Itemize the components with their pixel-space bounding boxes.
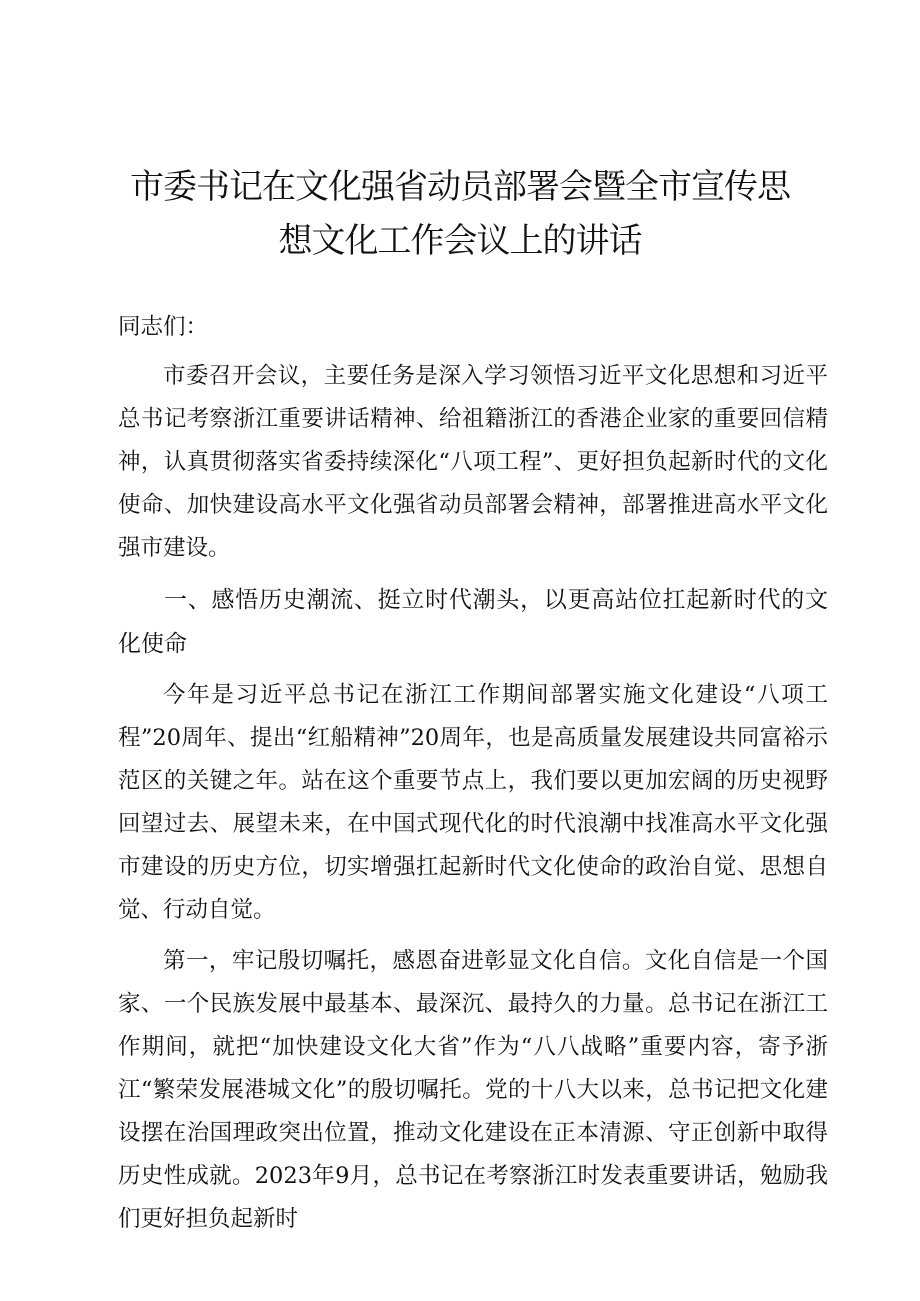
section-1-paragraph-1: 今年是习近平总书记在浙江工作期间部署实施文化建设“八项工程”20周年、提出“红船精神”20周年，也是高质量发展建设共同富裕示范区的关键之年。站在这个重要节点上，我们要以更加宏阔的历史视野回望过去、展望未来，在中国式现代化的时代浪潮中找准高水平文化强市建设的历史方位，切实增强扛起新时代文化使命的政治自觉、思想自觉、行动自觉。: [118, 682, 828, 923]
title-line-2: 想文化工作会议上的讲话: [278, 221, 642, 261]
document-body: [118, 306, 828, 1241]
document-title: [100, 160, 820, 268]
intro-paragraph: 市委召开会议，主要任务是深入学习领悟习近平文化思想和习近平总书记考察浙江重要讲话精神、给祖籍浙江的香港企业家的重要回信精神，认真贯彻落实省委持续深化“八项工程”、更好担负起新时代的文化使命、加快建设高水平文化强省动员部署会精神，部署推进高水平文化强市建设。: [118, 363, 828, 561]
salutation: 同志们：: [118, 314, 209, 340]
section-heading-1: 一、感悟历史潮流、挺立时代潮头，以更高站位扛起新时代的文化使命: [118, 587, 828, 657]
title-line-1: 市委书记在文化强省动员部署会暨全市宣传思: [130, 167, 790, 207]
section-1-paragraph-2: 第一，牢记殷切嘱托，感恩奋进彰显文化自信。文化自信是一个国家、一个民族发展中最基本、最深沉、最持久的力量。总书记在浙江工作期间，就把“加快建设文化大省”作为“八八战略”重要内容，寄予浙江“繁荣发展港城文化”的殷切嘱托。党的十八大以来，总书记把文化建设摆在治国理政突出位置，推动文化建设在正本清源、守正创新中取得历史性成就。2023年9月，总书记在考察浙江时发表重要讲话，勉励我们更好担负起新时: [118, 948, 828, 1232]
